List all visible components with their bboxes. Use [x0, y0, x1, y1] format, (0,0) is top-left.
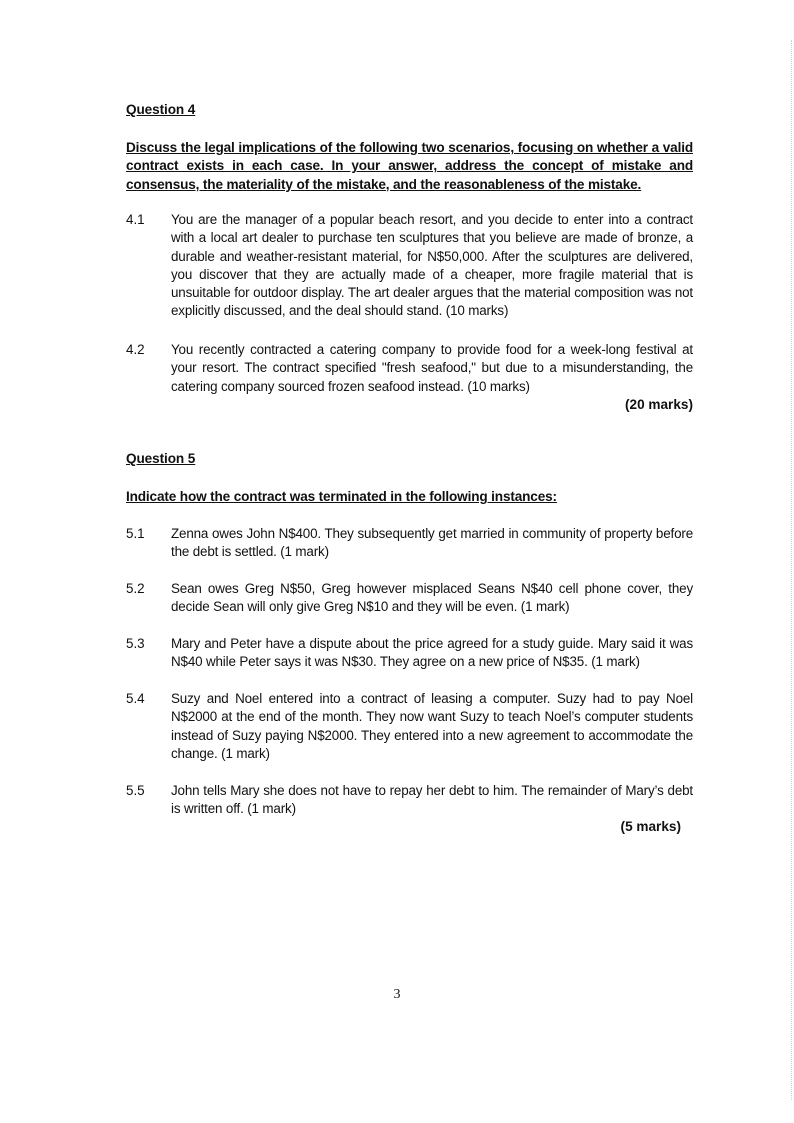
item-number: 4.2 [126, 342, 145, 357]
question-item-5-3 [126, 635, 693, 672]
question-4-heading: Question 4 [126, 102, 196, 117]
item-number: 5.5 [126, 783, 145, 798]
page-number: 3 [393, 987, 401, 1002]
item-number: 5.2 [126, 581, 145, 596]
question-item-4-1 [126, 211, 693, 321]
item-text: You are the manager of a popular beach resort, and you decide to enter into a contract with a local art dealer to purchase ten sculptures that you believe are made of bronze, a durable and weather-resistant material, for N$50,000. After the sculptures are delivered, you discover that they are actually made of a cheaper, more fragile material that is unsuitable for outdoor display. The art dealer argues that the material composition was not explicitly discussed, and the deal should stand. (10 marks) [171, 212, 693, 319]
question-item-5-5 [126, 782, 693, 819]
question-item-5-2 [126, 580, 693, 617]
question-5-total-marks: (5 marks) [620, 819, 681, 834]
item-text: You recently contracted a catering company to provide food for a week-long festival at your resort. The contract specified "fresh seafood," but due to a misunderstanding, the catering company sourced frozen seafood instead. (10 marks) [171, 342, 693, 394]
question-5-instruction: Indicate how the contract was terminated in the following instances: [126, 489, 557, 504]
question-4-instruction: Discuss the legal implications of the following two scenarios, focusing on whether a valid contract exists in each case. In your answer, address the concept of mistake and consensus, the materiality of the mistake, and the reasonableness of the mistake. [126, 140, 693, 192]
scan-edge-artifact [791, 40, 792, 1100]
item-number: 5.4 [126, 691, 145, 706]
item-number: 5.1 [126, 526, 145, 541]
item-text: John tells Mary she does not have to repay her debt to him. The remainder of Mary’s debt is written off. (1 mark) [171, 783, 693, 817]
item-text: Mary and Peter have a dispute about the price agreed for a study guide. Mary said it was N$40 while Peter says it was N$30. They agree on a new price of N$35. (1 mark) [171, 636, 693, 670]
item-text: Suzy and Noel entered into a contract of leasing a computer. Suzy had to pay Noel N$2000 at the end of the month. They now want Suzy to teach Noel’s computer students instead of Suzy paying N$2000. They entered into a new agreement to accommodate the change. (1 mark) [171, 691, 693, 761]
question-4-total-marks: (20 marks) [624, 397, 693, 412]
item-number: 5.3 [126, 636, 145, 651]
item-number: 4.1 [126, 212, 145, 227]
item-text: Zenna owes John N$400. They subsequently get married in community of property before the debt is settled. (1 mark) [171, 526, 693, 560]
question-item-5-1 [126, 525, 693, 562]
item-text: Sean owes Greg N$50, Greg however misplaced Seans N$40 cell phone cover, they decide Sean will only give Greg N$10 and they will be even. (1 mark) [171, 581, 693, 615]
question-item-4-2 [126, 341, 693, 396]
question-item-5-4 [126, 690, 693, 763]
question-5-heading: Question 5 [126, 451, 196, 466]
